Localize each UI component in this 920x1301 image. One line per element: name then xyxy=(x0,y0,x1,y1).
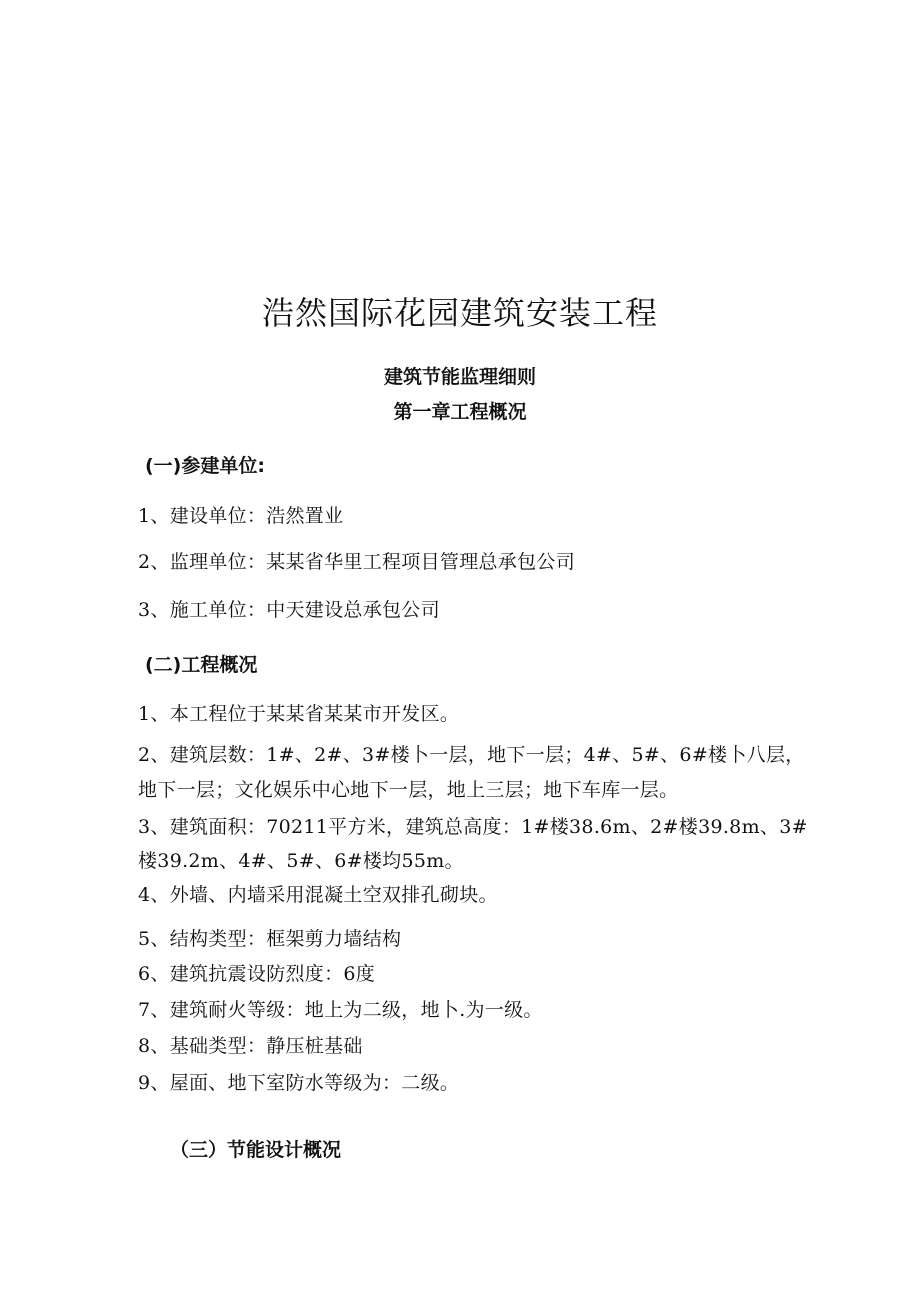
list-item: 2、监理单位：某某省华里工程项目管理总承包公司 xyxy=(138,551,575,573)
section-heading-participants: (一)参建单位: xyxy=(145,455,265,477)
list-item: 8、基础类型：静压桩基础 xyxy=(138,1035,363,1057)
list-item-continuation: 地下一层；文化娱乐中心地下一层，地上三层；地下车库一层。 xyxy=(138,779,679,801)
section-heading-overview: (二)工程概况 xyxy=(145,654,258,676)
list-item: 6、建筑抗震设防烈度：6度 xyxy=(138,963,376,985)
list-item: 7、建筑耐火等级：地上为二级，地卜.为一级。 xyxy=(138,999,543,1021)
list-item: 1、本工程位于某某省某某市开发区。 xyxy=(138,703,460,725)
list-item: 3、施工单位：中天建设总承包公司 xyxy=(138,599,440,621)
chapter-heading: 第一章工程概况 xyxy=(393,401,527,423)
list-item: 1、建设单位：浩然置业 xyxy=(138,505,344,527)
section-heading-energy-design: （三）节能设计概况 xyxy=(170,1139,342,1161)
list-item: 3、建筑面积：70211平方米，建筑总高度：1#楼38.6m、2#楼39.8m、3# xyxy=(138,816,808,838)
list-item: 5、结构类型：框架剪力墙结构 xyxy=(138,928,402,950)
list-item: 2、建筑层数：1#、2#、3#楼卜一层，地下一层；4#、5#、6#楼卜八层， xyxy=(138,744,805,766)
list-item: 9、屋面、地下室防水等级为：二级。 xyxy=(138,1072,460,1094)
document-title: 浩然国际花园建筑安装工程 xyxy=(261,294,658,332)
list-item-continuation: 楼39.2m、4#、5#、6#楼均55m。 xyxy=(138,850,464,872)
document-subtitle: 建筑节能监理细则 xyxy=(383,366,536,388)
list-item: 4、外墙、内墙采用混凝土空双排孔砌块。 xyxy=(138,884,498,906)
